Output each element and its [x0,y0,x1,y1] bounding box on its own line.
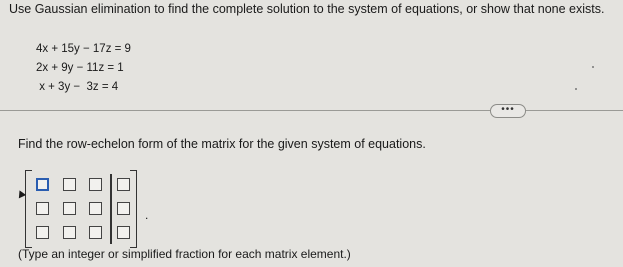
problem-instruction: Use Gaussian elimination to find the complete solution to the system of equations, or show that none exists. [9,2,605,16]
answer-format-hint: (Type an integer or simplified fraction for each matrix element.) [18,247,351,261]
matrix-cell-r3-c3[interactable] [89,226,102,239]
matrix-cell-r3-c2[interactable] [63,226,76,239]
answer-matrix [25,170,137,248]
matrix-cell-r3-c1[interactable] [36,226,49,239]
decorative-dot [592,66,594,68]
section-divider [0,110,623,111]
matrix-cell-r1-c3[interactable] [89,178,102,191]
decorative-dot [575,88,577,90]
matrix-cell-r2-c1[interactable] [36,202,49,215]
matrix-right-bracket [130,170,137,248]
matrix-cell-r2-c3[interactable] [89,202,102,215]
expand-more-button[interactable]: ••• [490,104,526,118]
matrix-cell-r3-c4[interactable] [117,226,130,239]
equation-3: x + 3y − 3z = 4 [36,81,119,93]
matrix-left-bracket [25,170,32,248]
matrix-period: . [145,208,149,222]
matrix-cell-r1-c2[interactable] [63,178,76,191]
matrix-cell-r1-c1[interactable] [36,178,49,191]
matrix-cell-r2-c2[interactable] [63,202,76,215]
matrix-cell-r1-c4[interactable] [117,178,130,191]
equation-2: 2x + 9y − 11z = 1 [36,62,124,74]
equation-1: 4x + 15y − 17z = 9 [36,43,131,55]
question-text: Find the row-echelon form of the matrix for the given system of equations. [18,137,426,151]
matrix-cell-r2-c4[interactable] [117,202,130,215]
augmented-divider-line [110,174,112,244]
